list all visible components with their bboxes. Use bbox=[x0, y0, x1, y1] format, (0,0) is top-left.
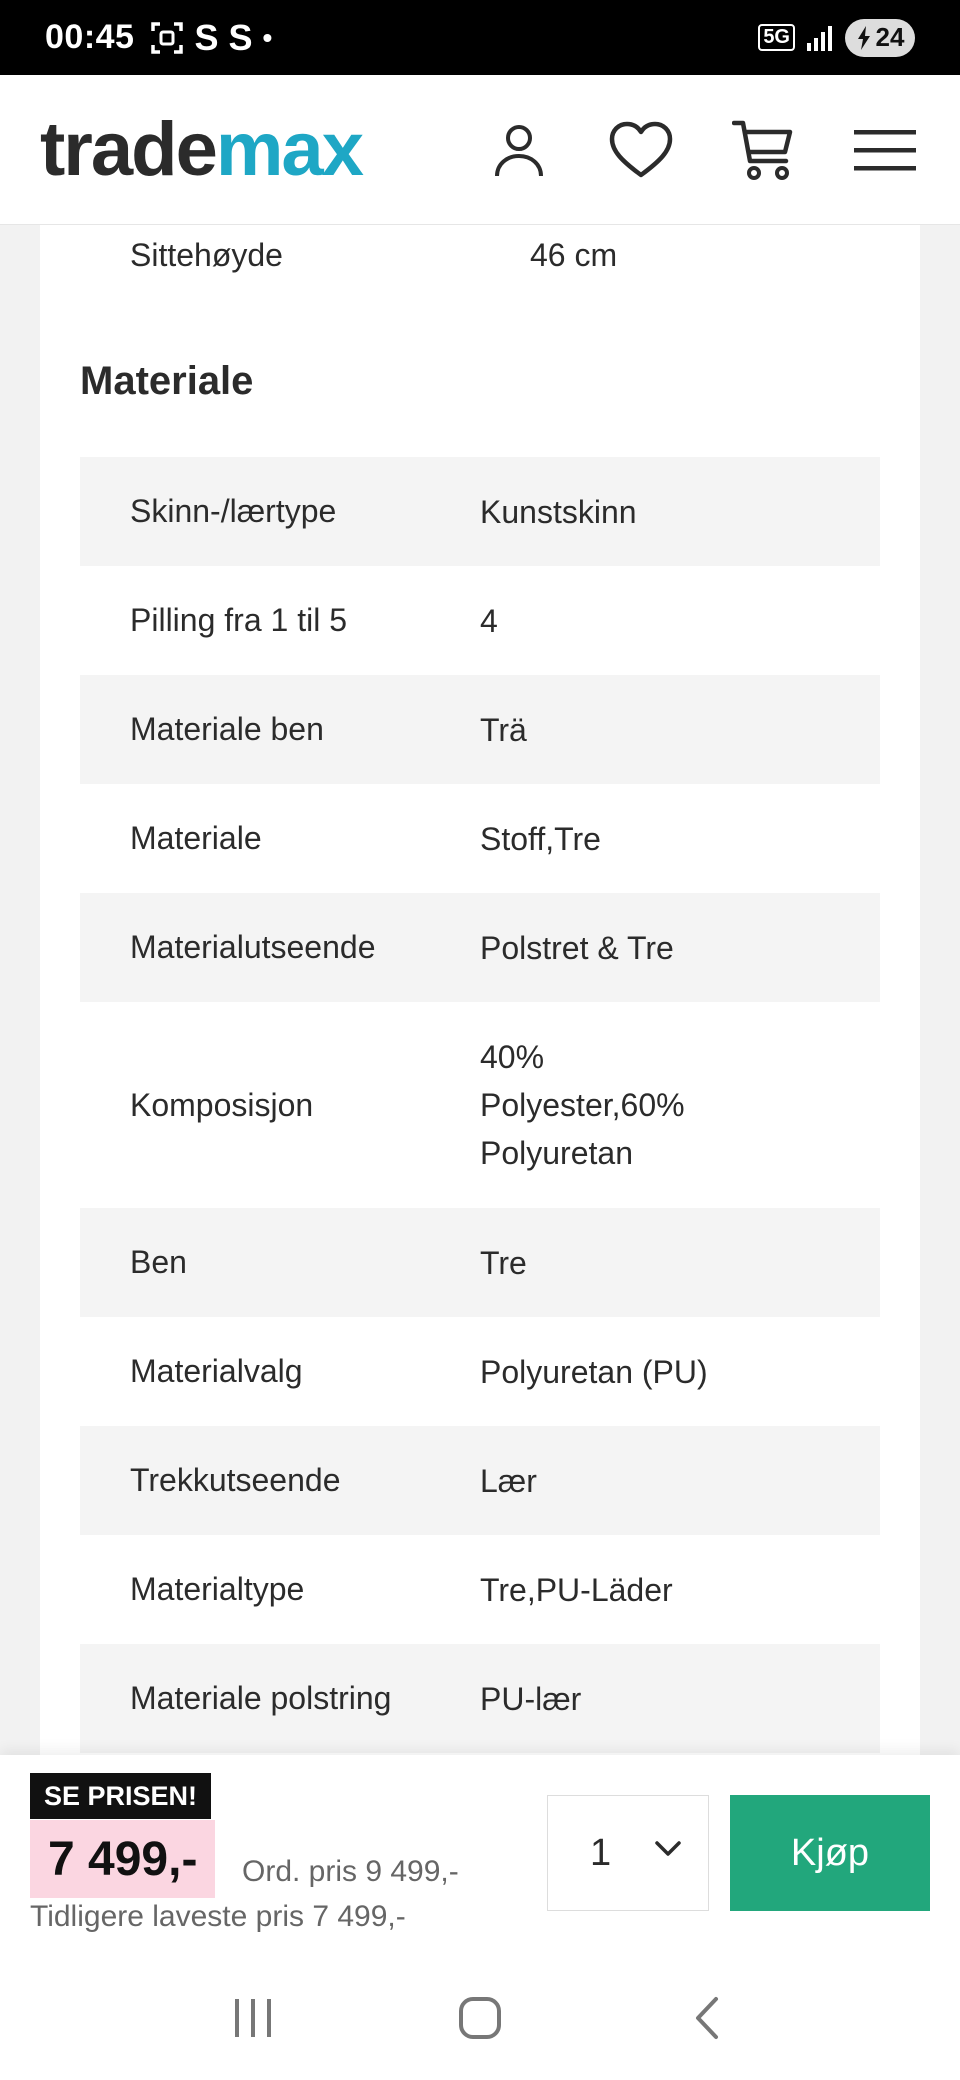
notification-s-icon: S bbox=[194, 16, 219, 58]
status-time: 00:45 bbox=[45, 18, 135, 56]
spec-row bbox=[80, 457, 880, 566]
wishlist-button[interactable] bbox=[606, 115, 676, 185]
spec-row bbox=[80, 1002, 880, 1208]
spec-value: PU-lær bbox=[480, 1680, 582, 1717]
spec-row bbox=[80, 675, 880, 784]
ordinary-price: Ord. pris 9 499,- bbox=[242, 1855, 459, 1888]
battery-indicator bbox=[845, 19, 915, 57]
spec-label: Sittehøyde bbox=[130, 237, 283, 273]
spec-value: 46 cm bbox=[530, 237, 618, 273]
spec-row bbox=[80, 784, 880, 893]
spec-row bbox=[80, 1535, 880, 1644]
recent-apps-icon bbox=[231, 1997, 275, 2039]
spec-value: Trä bbox=[480, 711, 527, 748]
purchase-bar bbox=[0, 1755, 960, 1955]
logo-text-max: max bbox=[215, 106, 362, 192]
chevron-down-icon bbox=[654, 1840, 682, 1858]
spec-value: Kunstskinn bbox=[480, 493, 637, 530]
menu-button[interactable] bbox=[850, 115, 920, 185]
site-header bbox=[0, 75, 960, 225]
recent-apps-button[interactable] bbox=[213, 1978, 293, 2058]
signal-icon bbox=[805, 23, 835, 53]
spec-label: Materialutseende bbox=[130, 929, 376, 965]
notification-s-icon: S bbox=[228, 16, 253, 58]
back-button[interactable] bbox=[667, 1978, 747, 2058]
spec-label: Materiale bbox=[130, 820, 262, 856]
menu-icon bbox=[854, 128, 916, 172]
account-icon bbox=[493, 122, 545, 178]
spec-row bbox=[40, 225, 920, 285]
logo-text-trade: trade bbox=[40, 106, 216, 192]
spec-value: Polyuretan (PU) bbox=[480, 1353, 708, 1390]
spec-label: Skinn-/lærtype bbox=[130, 493, 337, 529]
spec-value: Tre,PU-Läder bbox=[480, 1571, 673, 1608]
spec-value: Polstret & Tre bbox=[480, 929, 674, 966]
spec-label: Materialtype bbox=[130, 1571, 305, 1607]
screenshot-icon bbox=[150, 21, 184, 55]
heart-icon bbox=[608, 121, 674, 179]
spec-value: 4 bbox=[480, 602, 498, 639]
trademax-logo[interactable] bbox=[40, 106, 362, 192]
spec-label: Ben bbox=[130, 1244, 187, 1280]
spec-row bbox=[80, 1426, 880, 1535]
section-title: Materiale bbox=[80, 359, 254, 403]
notification-dot-icon: • bbox=[262, 21, 273, 53]
buy-button[interactable]: Kjøp bbox=[730, 1795, 930, 1911]
back-icon bbox=[692, 1995, 722, 2041]
quantity-select[interactable] bbox=[547, 1795, 709, 1911]
status-notification-icons bbox=[150, 17, 272, 59]
spec-row bbox=[80, 893, 880, 1002]
spec-label: Pilling fra 1 til 5 bbox=[130, 602, 347, 638]
current-price: 7 499,- bbox=[30, 1820, 215, 1898]
spec-label: Materiale ben bbox=[130, 711, 324, 747]
price-badge: SE PRISEN! bbox=[30, 1773, 211, 1819]
spec-row bbox=[80, 1644, 880, 1753]
spec-value: Stoff,Tre bbox=[480, 820, 601, 857]
spec-value: Tre bbox=[480, 1244, 527, 1281]
previous-lowest-price: Tidligere laveste pris 7 499,- bbox=[30, 1900, 406, 1933]
spec-label: Komposisjon bbox=[130, 1086, 314, 1123]
spec-row bbox=[80, 566, 880, 675]
spec-label: Materialvalg bbox=[130, 1353, 303, 1389]
product-specs-card bbox=[40, 225, 920, 1755]
spec-value: Lær bbox=[480, 1462, 537, 1499]
home-icon bbox=[457, 1995, 503, 2041]
status-right bbox=[758, 19, 915, 57]
header-actions bbox=[484, 115, 920, 185]
spec-value: 40% Polyester,60% Polyuretan bbox=[480, 1039, 685, 1171]
spec-label: Trekkutseende bbox=[130, 1462, 341, 1498]
network-5g-icon: 5G bbox=[758, 24, 795, 51]
cart-icon bbox=[732, 118, 794, 182]
material-spec-table bbox=[80, 457, 880, 1753]
spec-row bbox=[80, 1208, 880, 1317]
status-bar bbox=[0, 0, 960, 75]
cart-button[interactable] bbox=[728, 115, 798, 185]
account-button[interactable] bbox=[484, 115, 554, 185]
spec-row bbox=[80, 1317, 880, 1426]
quantity-value: 1 bbox=[590, 1831, 612, 1874]
spec-label: Materiale polstring bbox=[130, 1680, 392, 1716]
battery-level: 24 bbox=[875, 22, 905, 52]
charging-icon bbox=[856, 26, 872, 50]
home-button[interactable] bbox=[440, 1978, 520, 2058]
android-nav-bar bbox=[0, 1955, 960, 2080]
